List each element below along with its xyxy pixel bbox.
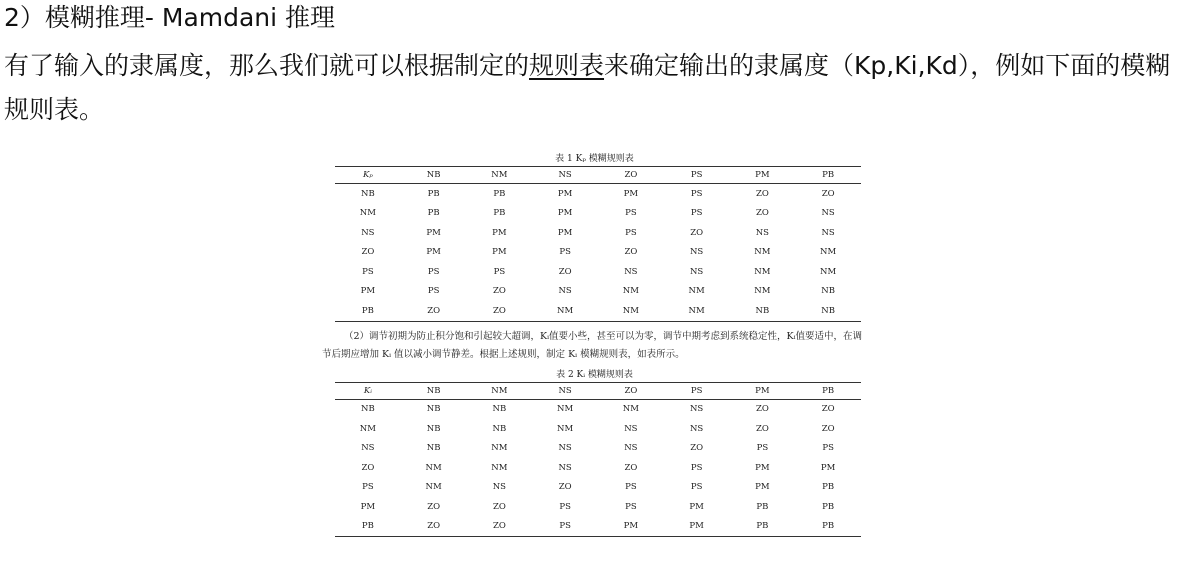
column-header: ZO	[598, 382, 664, 399]
column-header: NS	[532, 167, 598, 184]
column-header: ZO	[598, 167, 664, 184]
table2-caption: 表 2 Kᵢ 模糊规则表	[556, 369, 633, 380]
table-cell: NM	[754, 247, 771, 258]
column-header: PM	[730, 382, 796, 399]
fuzzy-rule-tables-figure	[322, 150, 867, 568]
table-cell: PM	[492, 247, 507, 258]
table-cell: NS	[689, 247, 704, 258]
table-cell: NB	[492, 423, 507, 434]
table-cell: NS	[558, 443, 572, 454]
table-cell: PB	[756, 501, 769, 512]
row-header: PM	[360, 501, 376, 512]
table-row	[335, 204, 861, 224]
table-cell: ZO	[821, 188, 835, 199]
table-row	[335, 243, 861, 263]
table-cell: ZO	[755, 423, 769, 434]
table-header-row	[335, 167, 861, 184]
ki-rule-note: （2）调节初期为防止积分饱和引起较大超调，Kᵢ值要小些，甚至可以为零，调节中期考虑到系统稳定性，Kᵢ值要适中，在调节后期应增加 Kᵢ 值以减小调节静差。根据上述规则，制定 Kᵢ 模糊规则表，如表所示。	[322, 330, 863, 360]
kp-rule-table	[335, 166, 861, 322]
table-cell: PB	[795, 517, 861, 537]
table-cell: PM	[557, 188, 573, 199]
table-cell: PS	[532, 517, 598, 537]
column-header: NS	[532, 382, 598, 399]
table-cell: ZO	[467, 301, 533, 321]
table-cell: NM	[425, 462, 442, 473]
table-cell: NS	[492, 482, 506, 493]
intro-paragraph	[4, 44, 1180, 132]
table-cell: NS	[624, 443, 638, 454]
table-cell: PM	[623, 188, 639, 199]
table-cell: NM	[622, 286, 639, 297]
paragraph-text-after: 来确定输出的隶属度（Kp,Ki,Kd），例如下面的模糊规则表。	[4, 51, 1171, 124]
table-cell: PB	[822, 482, 835, 493]
table-cell: NB	[426, 423, 441, 434]
table-cell: PM	[689, 501, 704, 512]
table-cell: PM	[492, 227, 507, 238]
table-cell: ZO	[492, 501, 506, 512]
table-cell: ZO	[401, 301, 467, 321]
column-header: NM	[467, 382, 533, 399]
table-cell: NM	[425, 482, 442, 493]
table-cell: NS	[558, 462, 572, 473]
table-cell: PS	[625, 227, 637, 238]
table-cell: ZO	[558, 266, 572, 277]
table-row	[335, 262, 861, 282]
row-header: PS	[362, 266, 374, 277]
paragraph-text-before: 有了输入的隶属度，那么我们就可以根据制定的	[4, 51, 530, 80]
column-header: NM	[467, 167, 533, 184]
row-header: ZO	[361, 462, 375, 473]
column-header: PB	[795, 167, 861, 184]
table-row	[335, 419, 861, 439]
table-cell: NS	[624, 266, 638, 277]
row-header: NB	[361, 404, 375, 415]
table-cell: NM	[491, 443, 508, 454]
table-cell: ZO	[492, 286, 506, 297]
table-cell: ZO	[624, 462, 638, 473]
table-row	[335, 282, 861, 302]
row-header: PB	[335, 301, 401, 321]
table-cell: NS	[755, 227, 769, 238]
table-cell: NB	[426, 443, 441, 454]
table-cell: ZO	[755, 404, 769, 415]
table-cell: ZO	[690, 227, 704, 238]
table-cell: PB	[493, 188, 506, 199]
table-row	[335, 478, 861, 498]
table-cell: NS	[624, 423, 638, 434]
row-header: NM	[359, 423, 376, 434]
table-cell: NM	[688, 286, 705, 297]
table-cell: ZO	[558, 482, 572, 493]
table-corner-header: Kᵢ	[335, 382, 401, 399]
table-cell: PS	[690, 462, 703, 473]
table-cell: ZO	[624, 247, 638, 258]
row-header: NB	[361, 188, 375, 199]
table-cell: ZO	[690, 443, 704, 454]
table-cell: PB	[730, 517, 796, 537]
table-cell: NM	[820, 247, 837, 258]
table-row	[335, 458, 861, 478]
table-cell: ZO	[821, 423, 835, 434]
column-header: PB	[795, 382, 861, 399]
table-cell: ZO	[427, 501, 441, 512]
table-row	[335, 223, 861, 243]
table-cell: PB	[427, 188, 440, 199]
row-header: ZO	[361, 247, 375, 258]
row-header: NS	[361, 443, 375, 454]
table-cell: PM	[426, 227, 441, 238]
table-cell: ZO	[821, 404, 835, 415]
table-cell: PB	[822, 501, 835, 512]
table-cell: NS	[821, 208, 835, 219]
table-cell: NM	[754, 266, 771, 277]
table-cell: PS	[625, 501, 637, 512]
table-cell: PB	[427, 208, 440, 219]
table-row	[335, 439, 861, 459]
table-cell: PS	[493, 266, 506, 277]
table-cell: PS	[690, 208, 703, 219]
table-cell: PS	[559, 247, 571, 258]
table-cell: NB	[795, 301, 861, 321]
row-header: PM	[360, 286, 376, 297]
section-heading: 2）模糊推理- Mamdani 推理	[4, 3, 336, 32]
table-cell: NM	[532, 301, 598, 321]
table-cell: PB	[493, 208, 506, 219]
table-cell: NB	[821, 286, 835, 297]
table-row	[335, 517, 861, 537]
table-cell: NS	[821, 227, 835, 238]
row-header: NM	[359, 208, 376, 219]
table-cell: NM	[622, 404, 639, 415]
table-cell: NS	[689, 266, 704, 277]
table-cell: PM	[557, 227, 573, 238]
table-cell: PS	[690, 188, 703, 199]
row-header: NS	[361, 227, 375, 238]
table-cell: PM	[598, 517, 664, 537]
table-cell: NS	[558, 286, 572, 297]
table-cell: PS	[427, 286, 440, 297]
table-cell: NM	[820, 266, 837, 277]
table-cell: ZO	[467, 517, 533, 537]
column-header: PS	[664, 167, 730, 184]
table-row	[335, 184, 861, 204]
table-cell: NM	[664, 301, 730, 321]
table-cell: PS	[625, 482, 637, 493]
table-cell: PM	[557, 208, 573, 219]
table-corner-header: Kₚ	[335, 167, 401, 184]
table-cell: NM	[491, 462, 508, 473]
table-row	[335, 399, 861, 419]
table-cell: NB	[730, 301, 796, 321]
table-cell: PM	[755, 482, 770, 493]
rule-table-link[interactable]: 规则表	[529, 51, 605, 80]
table-cell: ZO	[755, 188, 769, 199]
table-cell: PM	[426, 247, 441, 258]
table-cell: PS	[559, 501, 571, 512]
table-cell: NS	[689, 404, 704, 415]
table-cell: PS	[690, 482, 703, 493]
table-cell: NB	[426, 404, 441, 415]
table-cell: PS	[625, 208, 637, 219]
table-cell: PM	[664, 517, 730, 537]
table-cell: NM	[557, 423, 574, 434]
table-cell: NM	[557, 404, 574, 415]
table-cell: PS	[756, 443, 769, 454]
table-cell: ZO	[755, 208, 769, 219]
table-cell: NM	[598, 301, 664, 321]
table-row	[335, 497, 861, 517]
table-cell: NM	[754, 286, 771, 297]
table-cell: NB	[492, 404, 507, 415]
table-cell: PM	[820, 462, 836, 473]
ki-rule-table	[335, 382, 861, 538]
row-header: PB	[335, 517, 401, 537]
table-cell: PS	[822, 443, 834, 454]
table-row	[335, 301, 861, 321]
table-header-row	[335, 382, 861, 399]
column-header: PS	[664, 382, 730, 399]
table-cell: PS	[427, 266, 440, 277]
table-cell: PM	[755, 462, 770, 473]
row-header: PS	[362, 482, 374, 493]
column-header: NB	[401, 167, 467, 184]
table1-caption: 表 1 Kₚ 模糊规则表	[555, 154, 634, 164]
column-header: NB	[401, 382, 467, 399]
table-cell: ZO	[401, 517, 467, 537]
table-cell: NS	[689, 423, 704, 434]
column-header: PM	[730, 167, 796, 184]
